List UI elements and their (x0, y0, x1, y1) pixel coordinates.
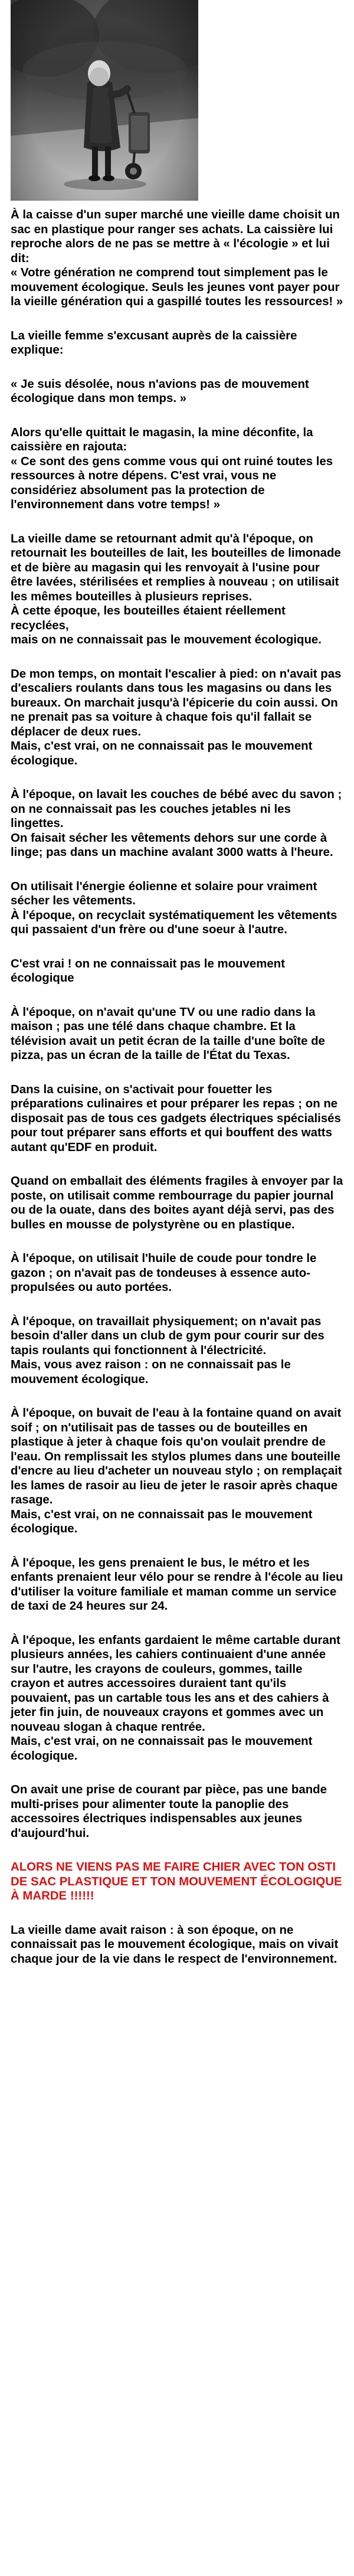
header-photo-old-woman-with-cart (11, 0, 198, 201)
story-paragraph: À l'époque, on n'avait qu'une TV ou une radio dans la maison ; pas une télé dans chaque chambre. Et la télévision avait un petit écran de la taille d'une boîte de pizza, pas un écran de la taille de l'État du Texas. (11, 1005, 325, 1062)
story-paragraph: On avait une prise de courant par pièce, pas une bande multi-prises pour alimenter toute la panoplie des accessoires électriques indispensables aux jeunes d'aujourd'hui. (11, 1783, 327, 1840)
story-paragraph: On utilisait l'énergie éolienne et solaire pour vraiment sécher les vêtements. À l'époque, on recyclait systématiquement les vêtements qui passaient d'un frère ou d'une soeur à l'autre. (11, 880, 337, 936)
story-paragraph: À l'époque, on lavait les couches de bébé avec du savon ; on ne connaissait pas les couches jetables ni les lingettes. On faisait sécher les vêtements dehors sur une corde à linge; pas dans un machine avalant 3000 watts à l'heure. (11, 788, 342, 859)
shout-paragraph: ALORS NE VIENS PAS ME FAIRE CHIER AVEC TON OSTI DE SAC PLASTIQUE ET TON MOUVEMENT ÉCOLOGIQUE À MARDE !!!!!! (11, 1861, 342, 1902)
story-paragraph: Alors qu'elle quittait le magasin, la mine déconfite, la caissière en rajouta: « Ce sont des gens comme vous qui ont ruiné toutes les ressources à notre dépens. C'est vrai, vous ne considériez absolument pas la protection de l'environnement dans votre temps! » (11, 426, 333, 511)
story-paragraph: Quand on emballait des éléments fragiles à envoyer par la poste, on utilisait comme rembourrage du papier journal ou de la ouate, dans des boites ayant déjà servi, pas des bulles en mousse de polystyrène ou en plastique. (11, 1175, 343, 1231)
story-paragraph: De mon temps, on montait l'escalier à pied: on n'avait pas d'escaliers roulants dans tous les magasins ou dans les bureaux. On marchait jusqu'à l'épicerie du coin aussi. On ne prenait pas sa voiture à chaque fois qu'il fallait se déplacer de deux rues. Mais, c'est vrai, on ne connaissait pas le mouvement écologique. (11, 667, 342, 767)
photo-illustration (11, 0, 198, 201)
story-paragraph: La vieille femme s'excusant auprès de la caissière explique: (11, 329, 297, 357)
story-paragraph: À l'époque, on buvait de l'eau à la fontaine quand on avait soif ; on n'utilisait pas de tasses ou de bouteilles en plastique à jeter à chaque fois qu'on voulait prendre de l'eau. On remplissait les stylos plumes dans une bouteille d'encre au lieu d'acheter un nouveau stylo ; on remplaçait les lames de rasoir au lieu de jeter le rasoir après chaque rasage. Mais, c'est vrai, on ne connaissait pas le mouvement écologique. (11, 1407, 342, 1535)
story-paragraph: À l'époque, on utilisait l'huile de coude pour tondre le gazon ; on n'avait pas de tondeuses à essence auto-propulsées ou auto portées. (11, 1252, 317, 1294)
story-paragraph: À l'époque, on travaillait physiquement; on n'avait pas besoin d'aller dans un club de gym pour courir sur des tapis roulants qui fonctionnent à l'électricité. Mais, vous avez raison : on ne connaissait pas le mouvement écologique. (11, 1315, 324, 1386)
article-body (11, 208, 345, 1986)
story-paragraph: À l'époque, les gens prenaient le bus, le métro et les enfants prenaient leur vélo pour se rendre à l'école au lieu d'utiliser la voiture familiale et maman comme un service de taxi de 24 heures sur 24. (11, 1556, 343, 1613)
story-paragraph: C'est vrai ! on ne connaissait pas le mouvement écologique (11, 957, 285, 985)
story-paragraph: À la caisse d'un super marché une vieille dame choisit un sac en plastique pour ranger ses achats. La caissière lui reproche alors de ne pas se mettre à « l'écologie » et lui dit: « Votre génération ne comprend tout simplement pas le mouvement écologique. Seuls les jeunes vont payer pour la vieille génération qui a gaspillé toutes les ressources! » (11, 208, 343, 308)
story-paragraph: La vieille dame se retournant admit qu'à l'époque, on retournait les bouteilles de lait, les bouteilles de limonade et de bière au magasin qui les renvoyait à l'usine pour être lavées, stérilisées et remplies à nouveau ; on utilisait les mêmes bouteilles à plusieurs reprises. À cette époque, les bouteilles étaient réellement recyclées, mais on ne connaissait pas le mouvement écologique. (11, 532, 341, 646)
story-paragraph: Dans la cuisine, on s'activait pour fouetter les préparations culinaires et pour préparer les repas ; on ne disposait pas de tous ces gadgets électriques spécialisés pour tout préparer sans efforts et qui bouffent des watts autant qu'EDF en produit. (11, 1083, 341, 1154)
story-paragraph: À l'époque, les enfants gardaient le même cartable durant plusieurs années, les cahiers continuaient d'une année sur l'autre, les crayons de couleurs, gommes, taille crayon et autres accessoires duraient tant qu'ils pouvaient, pas un cartable tous les ans et des cahiers à jeter fin juin, de nouveaux crayons et gommes avec un nouveau slogan à chaque rentrée. Mais, c'est vrai, on ne connaissait pas le mouvement écologique. (11, 1633, 340, 1763)
story-paragraph: « Je suis désolée, nous n'avions pas de mouvement écologique dans mon temps. » (11, 377, 309, 405)
conclusion-paragraph: La vieille dame avait raison : à son époque, on ne connaissait pas le mouvement écologique, mais on vivait chaque jour de la vie dans le respect de l'environnement. (11, 1923, 339, 1966)
